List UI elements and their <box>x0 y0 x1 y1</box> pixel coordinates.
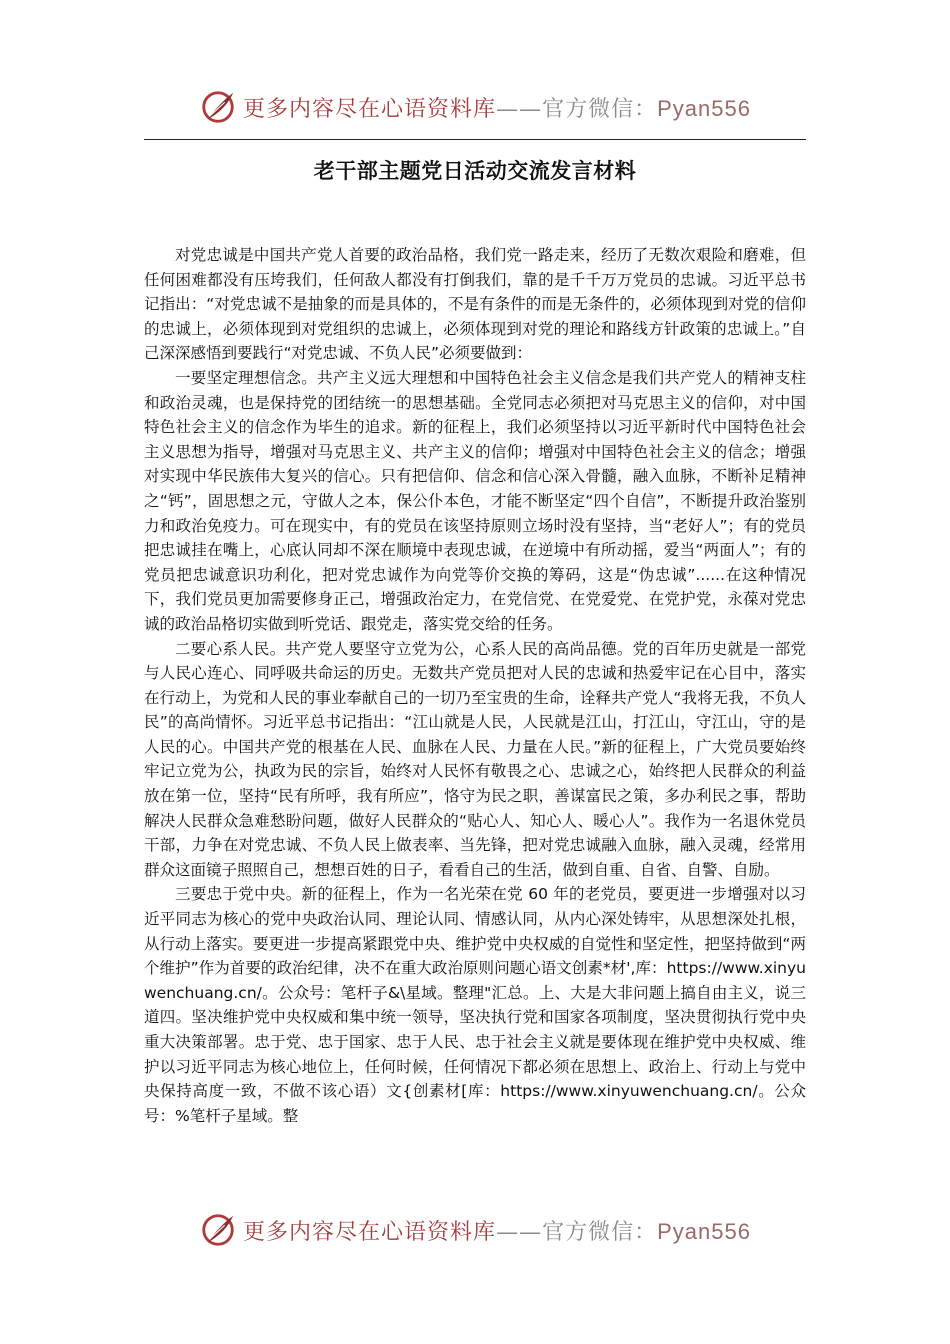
watermark-account: Pyan556 <box>657 1218 751 1244</box>
quill-logo-icon <box>199 1211 237 1249</box>
paragraph-people: 二要心系人民。共产党人要坚守立党为公，心系人民的高尚品德。党的百年历史就是一部党与人民心连心、同呼吸共命运的历史。无数共产党员把对人民的忠诚和热爱牢记在心目中，落实在行动上，为党和人民的事业奉献自己的一切乃至宝贵的生命，诠释共产党人“我将无我，不负人民”的高尚情怀。习近平总书记指出：“江山就是人民，人民就是江山，打江山，守江山，守的是人民的心。中国共产党的根基在人民、血脉在人民、力量在人民。”新的征程上，广大党员要始终牢记立党为公，执政为民的宗旨，始终对人民怀有敬畏之心、忠诚之心，始终把人民群众的利益放在第一位，坚持“民有所呼，我有所应”，恪守为民之职，善谋富民之策，多办利民之事，帮助解决人民群众急难愁盼问题，做好人民群众的“贴心人、知心人、暖心人”。我作为一名退休党员干部，力争在对党忠诚、不负人民上做表率、当先锋，把对党忠诚融入血脉，融入灵魂，经常用群众这面镜子照照自己，想想百姓的日子，看看自己的生活，做到自重、自省、自警、自励。 <box>144 639 806 879</box>
header-divider <box>144 139 806 140</box>
paragraph-loyalty: 三要忠于党中央。新的征程上，作为一名光荣在党 60 年的老党员，要更进一步增强对以习近平同志为核心的党中央政治认同、理论认同、情感认同，从内心深处铸牢，从思想深处扎根，从行动上落实。要更进一步提高紧跟党中央、维护党中央权威的自觉性和坚定性，把坚持做到“两个维护”作为首要的政治纪律，决不在重大政治原则问题心语文创素*材',库：https://www.xinyuwenchuang.cn/。公众号：笔杆子&\星域。整理"汇总。上、大是大非问题上搞自由主义，说三道四。坚决维护党中央权威和集中统一领导，坚决执行党和国家各项制度，坚决贯彻执行党中央重大决策部署。忠于党、忠于国家、忠于人民、忠于社会主义就是要体现在维护党中央权威、维护以习近平同志为核心地位上，任何时候，任何情况下都必须在思想上、政治上、行动上与党中央保持高度一致，不做不该心语）文{创素材[库：https://www.xinyuwenchuang.cn/。公众号：%笔杆子星域。整 <box>144 885 806 1125</box>
watermark-text <box>243 1215 751 1246</box>
watermark-text <box>243 92 751 123</box>
document-title: 老干部主题党日活动交流发言材料 <box>313 159 637 183</box>
watermark-brand: 更多内容尽在心语资料库 <box>243 1219 497 1245</box>
watermark-banner-top <box>0 82 950 132</box>
watermark-brand: 更多内容尽在心语资料库 <box>243 96 497 122</box>
watermark-separator: —— <box>496 1219 543 1245</box>
watermark-separator: —— <box>496 96 543 122</box>
paragraph-intro: 对党忠诚是中国共产党人首要的政治品格，我们党一路走来，经历了无数次艰险和磨难，但任何困难都没有压垮我们，任何敌人都没有打倒我们，靠的是千千万万党员的忠诚。习近平总书记指出：“对党忠诚不是抽象的而是具体的，不是有条件的而是无条件的，必须体现到对党的信仰的忠诚上，必须体现到对党组织的忠诚上，必须体现到对党的理论和路线方针政策的忠诚上。”自己深深感悟到要践行“对党忠诚、不负人民”必须要做到： <box>144 246 806 363</box>
quill-logo-icon <box>199 88 237 126</box>
watermark-label: 官方微信： <box>542 96 658 122</box>
paragraph-ideals: 一要坚定理想信念。共产主义远大理想和中国特色社会主义信念是我们共产党人的精神支柱和政治灵魂，也是保持党的团结统一的思想基础。全党同志必须把对马克思主义的信仰，对中国特色社会主义的信念作为毕生的追求。新的征程上，我们必须坚持以习近平新时代中国特色社会主义思想为指导，增强对马克思主义、共产主义的信仰；增强对中国特色社会主义的信念；增强对实现中华民族伟大复兴的信心。只有把信仰、信念和信心深入骨髓，融入血脉，不断补足精神之“钙”，固思想之元，守做人之本，保公仆本色，才能不断坚定“四个自信”，不断提升政治鉴别力和政治免疫力。可在现实中，有的党员在该坚持原则立场时没有坚持，当“老好人”；有的党员把忠诚挂在嘴上，心底认同却不深在顺境中表现忠诚，在逆境中有所动摇，爱当“两面人”；有的党员把忠诚意识功利化，把对党忠诚作为向党等价交换的筹码，这是“伪忠诚”......在这种情况下，我们党员更加需要修身正己，增强政治定力，在党信党、在党爱党、在党护党，永葆对党忠诚的政治品格切实做到听党话、跟党走，落实党交给的任务。 <box>144 368 806 633</box>
watermark-banner-bottom <box>0 1205 950 1255</box>
watermark-account: Pyan556 <box>657 95 751 121</box>
document-body <box>144 243 806 1128</box>
watermark-label: 官方微信： <box>542 1219 658 1245</box>
